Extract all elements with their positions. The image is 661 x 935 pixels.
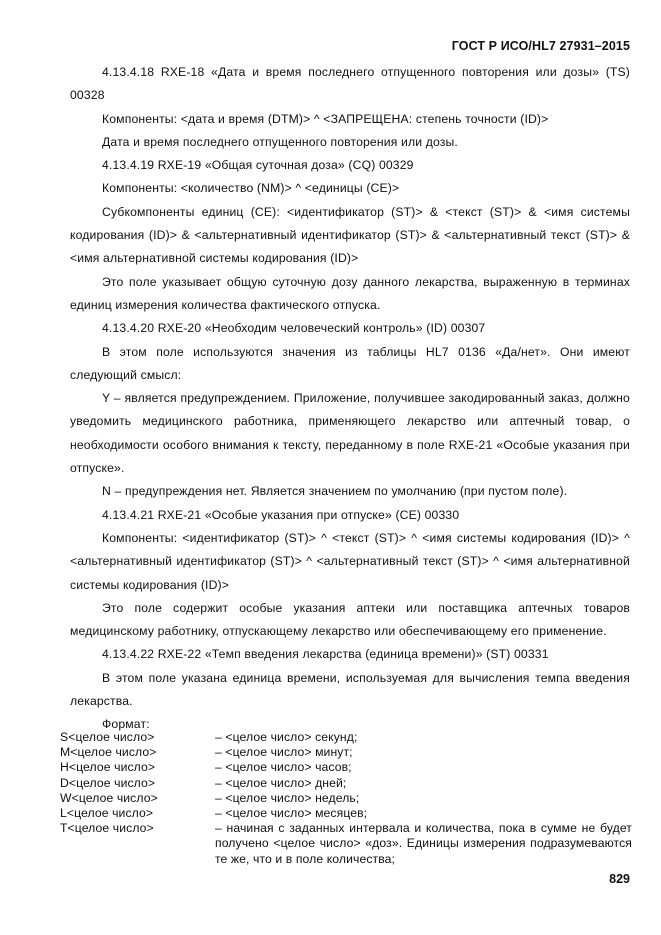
- clause-heading-rxe22: 4.13.4.22 RXE-22 «Темп введения лекарства (единица времени)» (ST) 00331: [102, 647, 549, 662]
- format-row: [60, 730, 632, 745]
- format-description: – начиная с заданных интервала и количества, пока в сумме не будет получено <целое число> «доз». Единицы измерения подразумеваются те же, что и в поле количества;: [215, 821, 632, 866]
- format-description: – <целое число> месяцев;: [215, 806, 368, 821]
- body-paragraph: Дата и время последнего отпущенного повторения или дозы.: [102, 134, 458, 149]
- document-body: [70, 61, 630, 737]
- clause-heading-rxe19: 4.13.4.19 RXE-19 «Общая суточная доза» (CQ) 00329: [102, 158, 414, 173]
- components-paragraph: Компоненты: <идентификатор (ST)> ^ <текст (ST)> ^ <имя системы кодирования (ID)> ^ <альтернативный идентификатор (ST)> ^ <альтернативный текст (ST)> ^ <имя альтернативной системы кодирования (ID)>: [70, 530, 630, 592]
- format-label: Формат:: [102, 717, 150, 732]
- value-n-paragraph: N – предупреждения нет. Является значением по умолчанию (при пустом поле).: [102, 484, 568, 499]
- format-row: [60, 760, 632, 775]
- format-row: [60, 806, 632, 821]
- body-paragraph: В этом поле указана единица времени, используемая для вычисления темпа введения лекарства.: [70, 670, 630, 709]
- format-description: – <целое число> минут;: [215, 745, 353, 760]
- value-y-paragraph: Y – является предупреждением. Приложение, получившее закодированный заказ, должно уведомить медицинского работника, применяющего лекарство или аптечный товар, о необходимости особого внимания к тексту, переданному в поле RXE-21 «Особые указания при отпуске».: [70, 391, 630, 476]
- format-code: S<целое число>: [60, 730, 155, 744]
- components-paragraph: Компоненты: <количество (NM)> ^ <единицы (CE)>: [102, 181, 400, 196]
- page-number: 829: [609, 872, 630, 886]
- format-row: [60, 776, 632, 791]
- format-code: L<целое число>: [60, 806, 154, 821]
- format-description: – <целое число> секунд;: [215, 730, 358, 744]
- format-row: [60, 745, 632, 760]
- format-code: D<целое число>: [60, 775, 156, 790]
- format-code: W<целое число>: [60, 790, 158, 805]
- format-code: H<целое число>: [60, 760, 156, 775]
- subcomponents-paragraph: Субкомпоненты единиц (CE): <идентификатор (ST)> & <текст (ST)> & <имя системы кодирования (ID)> & <альтернативный идентификатор (ST)> & <альтернативный текст (ST)> & <имя альтернативной системы кодирования (ID)>: [70, 204, 630, 266]
- format-description: – <целое число> недель;: [215, 790, 360, 805]
- format-row: [60, 821, 632, 867]
- clause-heading-rxe20: 4.13.4.20 RXE-20 «Необходим человеческий контроль» (ID) 00307: [102, 321, 486, 336]
- format-code: M<целое число>: [60, 745, 157, 760]
- body-paragraph: Это поле содержит особые указания аптеки или поставщика аптечных товаров медицинскому работнику, отпускающему лекарство или обеспечивающему его применение.: [70, 600, 630, 639]
- standard-header: ГОСТ Р ИСО/HL7 27931–2015: [451, 39, 630, 53]
- format-row: [60, 791, 632, 806]
- body-paragraph: Это поле указывает общую суточную дозу данного лекарства, выраженную в терминах единиц измерения количества фактического отпуска.: [70, 274, 630, 312]
- format-code: T<целое число>: [60, 821, 154, 836]
- clause-heading-rxe21: 4.13.4.21 RXE-21 «Особые указания при отпуске» (CE) 00330: [102, 507, 460, 522]
- body-paragraph: В этом поле используются значения из таблицы HL7 0136 «Да/нет». Они имеют следующий смысл:: [70, 344, 630, 382]
- format-description: – <целое число> дней;: [215, 775, 347, 790]
- clause-heading-rxe18: 4.13.4.18 RXE-18 «Дата и время последнего отпущенного повторения или дозы» (TS) 00328: [70, 65, 630, 103]
- format-description: – <целое число> часов;: [215, 760, 352, 775]
- format-table: [60, 730, 632, 867]
- components-paragraph: Компоненты: <дата и время (DTM)> ^ <ЗАПРЕЩЕНА: степень точности (ID)>: [102, 111, 549, 126]
